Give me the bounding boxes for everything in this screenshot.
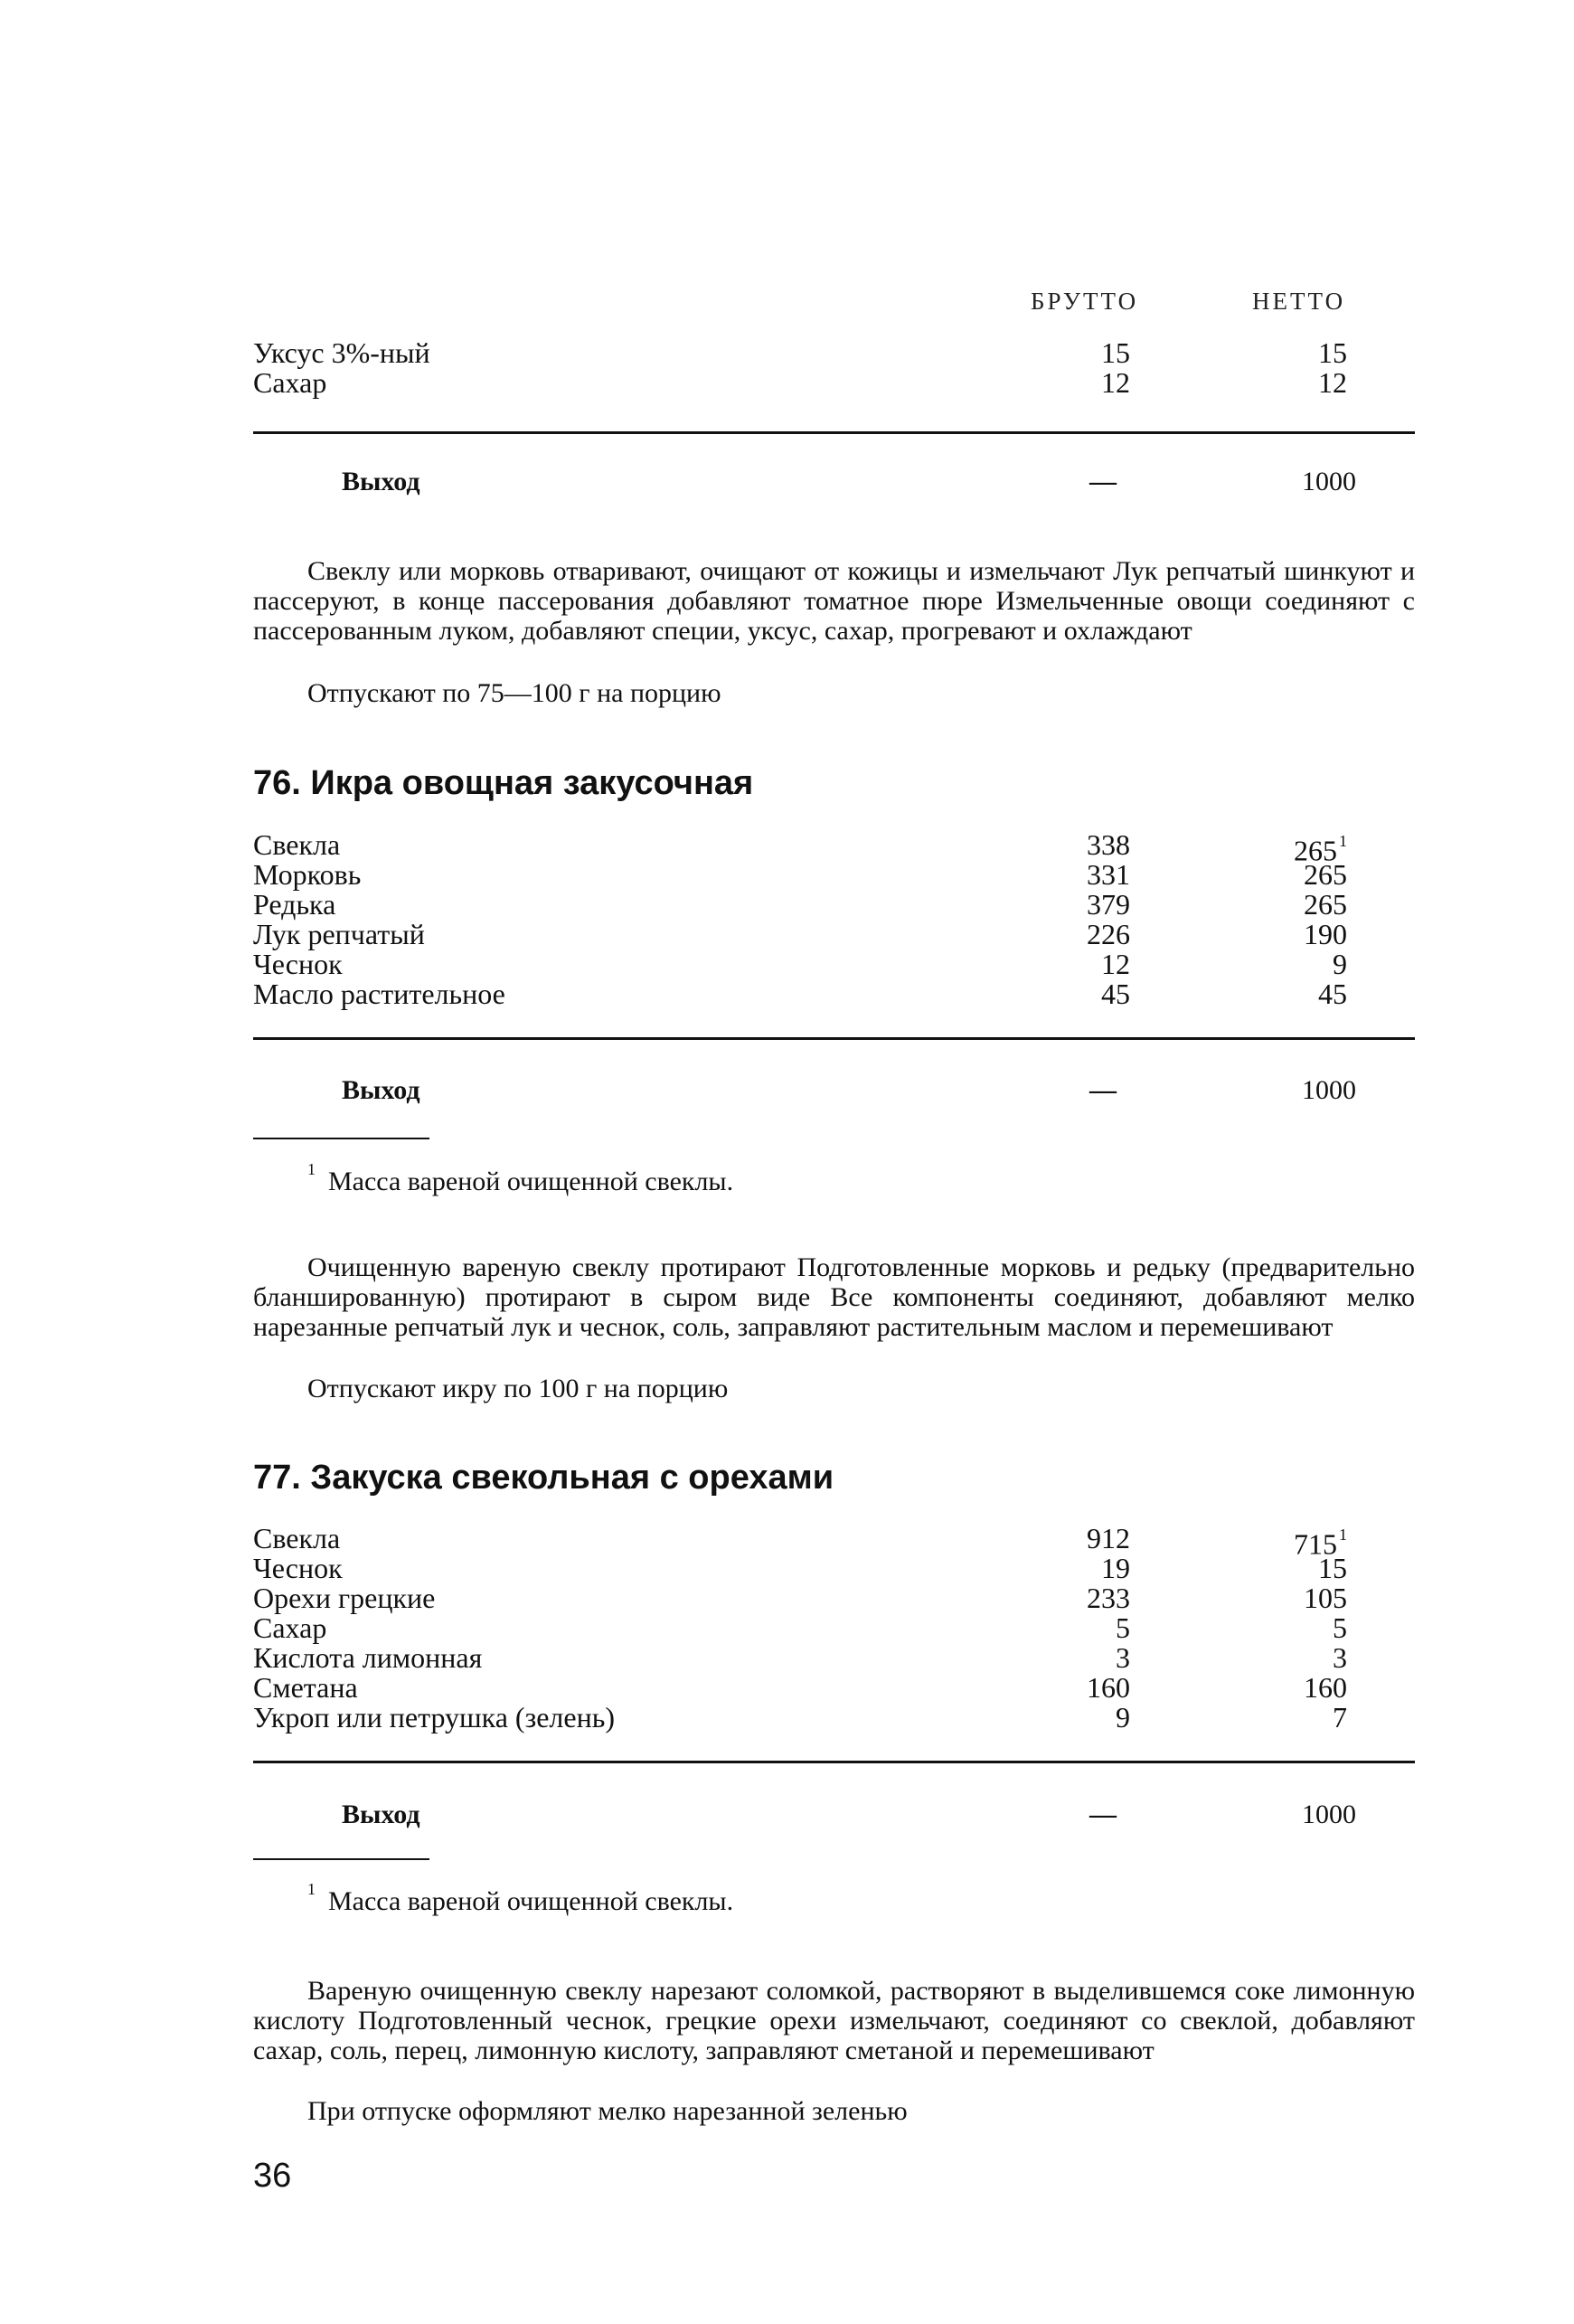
netto-value: 45	[1318, 978, 1347, 1010]
ingredient-row	[0, 1612, 1574, 1643]
ingredient-row	[0, 889, 1574, 920]
netto-value: 15	[1318, 336, 1347, 369]
output-value: 1000	[1302, 467, 1356, 496]
netto-value: 5	[1333, 1611, 1347, 1644]
recipe-paragraph: Свеклу или морковь отваривают, очищают от кожицы и измельчают Лук репчатый шинкуют и пассеруют, в конце пассерования добавляют томатное пюре Измельченные овощи соединяют с пассерованным луком, добавляют специи, уксус, сахар, прогревают и охлаждают	[253, 556, 1415, 646]
brutto-value: 12	[1101, 948, 1130, 980]
ingredient-row	[0, 1582, 1574, 1613]
ingredient-name: Лук репчатый	[253, 918, 425, 950]
ingredient-row	[0, 859, 1574, 890]
ingredient-name: Орехи грецкие	[253, 1582, 436, 1614]
output-dash: —	[1089, 467, 1117, 496]
brutto-value: 912	[1087, 1522, 1130, 1554]
netto-value: 265	[1304, 858, 1347, 891]
ingredient-name: Свекла	[253, 1522, 341, 1554]
output-label: Выход	[342, 1075, 420, 1105]
output-label: Выход	[342, 1800, 420, 1829]
output-label: Выход	[342, 467, 420, 496]
ingredient-name: Укроп или петрушка (зелень)	[253, 1701, 615, 1734]
ingredient-row	[0, 1672, 1574, 1703]
output-value: 1000	[1302, 1800, 1356, 1829]
netto-value: 105	[1304, 1582, 1347, 1614]
serving-note: При отпуске оформляют мелко нарезанной зеленью	[307, 2096, 908, 2126]
netto-value: 265 $^1$	[1294, 832, 1347, 867]
brutto-value: 5	[1116, 1611, 1130, 1644]
page-number: 36	[253, 2157, 292, 2195]
table-rule	[253, 1037, 1415, 1040]
ingredient-name: Морковь	[253, 858, 362, 891]
netto-value: 160	[1304, 1671, 1347, 1704]
ingredient-name: Масло растительное	[253, 978, 505, 1010]
output-dash: —	[1089, 1075, 1117, 1105]
footnote-marker: 1	[307, 1160, 316, 1178]
ingredient-row	[0, 1642, 1574, 1673]
brutto-value: 19	[1101, 1552, 1130, 1584]
brutto-value: 45	[1101, 978, 1130, 1010]
ingredient-name: Редька	[253, 888, 336, 921]
brutto-value: 15	[1101, 336, 1130, 369]
footnote-text: Масса вареной очищенной свеклы.	[328, 1886, 734, 1916]
ingredient-row	[0, 337, 1574, 368]
ingredient-name: Сахар	[253, 1611, 327, 1644]
brutto-value: 379	[1087, 888, 1130, 921]
netto-value: 190	[1304, 918, 1347, 950]
output-dash: —	[1089, 1800, 1117, 1829]
output-row	[0, 1799, 1574, 1831]
brutto-value: 331	[1087, 858, 1130, 891]
brutto-value: 12	[1101, 366, 1130, 399]
output-row	[0, 1074, 1574, 1107]
ingredient-row	[0, 1702, 1574, 1733]
ingredient-row	[0, 1522, 1574, 1561]
ingredient-row	[0, 367, 1574, 398]
header-netto: НЕТТО	[1252, 288, 1346, 315]
ingredient-row	[0, 1553, 1574, 1583]
footnote-text: Масса вареной очищенной свеклы.	[328, 1167, 734, 1196]
netto-value: 3	[1333, 1641, 1347, 1674]
table-rule	[253, 431, 1415, 434]
ingredient-row	[0, 919, 1574, 949]
footnote	[307, 1159, 733, 1197]
ingredient-name: Кислота лимонная	[253, 1641, 483, 1674]
netto-value: 715 $^1$	[1294, 1526, 1347, 1561]
netto-value: 15	[1318, 1552, 1347, 1584]
ingredient-row	[0, 949, 1574, 979]
ingredient-name: Чеснок	[253, 1552, 343, 1584]
netto-value: 12	[1318, 366, 1347, 399]
netto-value: 265	[1304, 888, 1347, 921]
ingredient-name: Сахар	[253, 366, 327, 399]
footnote-rule	[253, 1138, 429, 1139]
ingredient-name: Свекла	[253, 828, 341, 861]
ingredient-row	[0, 978, 1574, 1009]
recipe-paragraph: Вареную очищенную свеклу нарезают соломкой, растворяют в выделившемся соке лимонную кислоту Подготовленный чеснок, грецкие орехи измельчают, соединяют со свеклой, добавляют сахар, соль, перец, лимонную кислоту, заправляют сметаной и перемешивают	[253, 1976, 1415, 2065]
ingredient-name: Сметана	[253, 1671, 358, 1704]
footnote-marker: 1	[1339, 832, 1347, 850]
recipe-title: 77. Закуска свекольная с орехами	[253, 1459, 834, 1497]
recipe-paragraph: Очищенную вареную свеклу протирают Подготовленные морковь и редьку (предварительно бланшированную) протирают в сыром виде Все компоненты соединяют, добавляют мелко нарезанные репчатый лук и чеснок, соль, заправляют растительным маслом и перемешивают	[253, 1252, 1415, 1342]
brutto-value: 3	[1116, 1641, 1130, 1674]
brutto-value: 160	[1087, 1671, 1130, 1704]
serving-note: Отпускают икру по 100 г на порцию	[307, 1374, 729, 1403]
footnote-marker: 1	[307, 1880, 316, 1898]
brutto-value: 338	[1087, 828, 1130, 861]
recipe-title: 76. Икра овощная закусочная	[253, 764, 754, 802]
ingredient-name: Уксус 3%-ный	[253, 336, 430, 369]
footnote-marker: 1	[1339, 1526, 1347, 1544]
serving-note: Отпускают по 75—100 г на порцию	[307, 678, 721, 708]
ingredient-row	[0, 828, 1574, 867]
netto-value: 9	[1333, 948, 1347, 980]
output-value: 1000	[1302, 1075, 1356, 1105]
footnote	[307, 1879, 733, 1917]
table-rule	[253, 1761, 1415, 1763]
ingredient-name: Чеснок	[253, 948, 343, 980]
header-brutto: БРУТТО	[1031, 288, 1139, 315]
brutto-value: 233	[1087, 1582, 1130, 1614]
footnote-rule	[253, 1858, 429, 1860]
output-row	[0, 466, 1574, 498]
brutto-value: 226	[1087, 918, 1130, 950]
brutto-value: 9	[1116, 1701, 1130, 1734]
netto-value: 7	[1333, 1701, 1347, 1734]
